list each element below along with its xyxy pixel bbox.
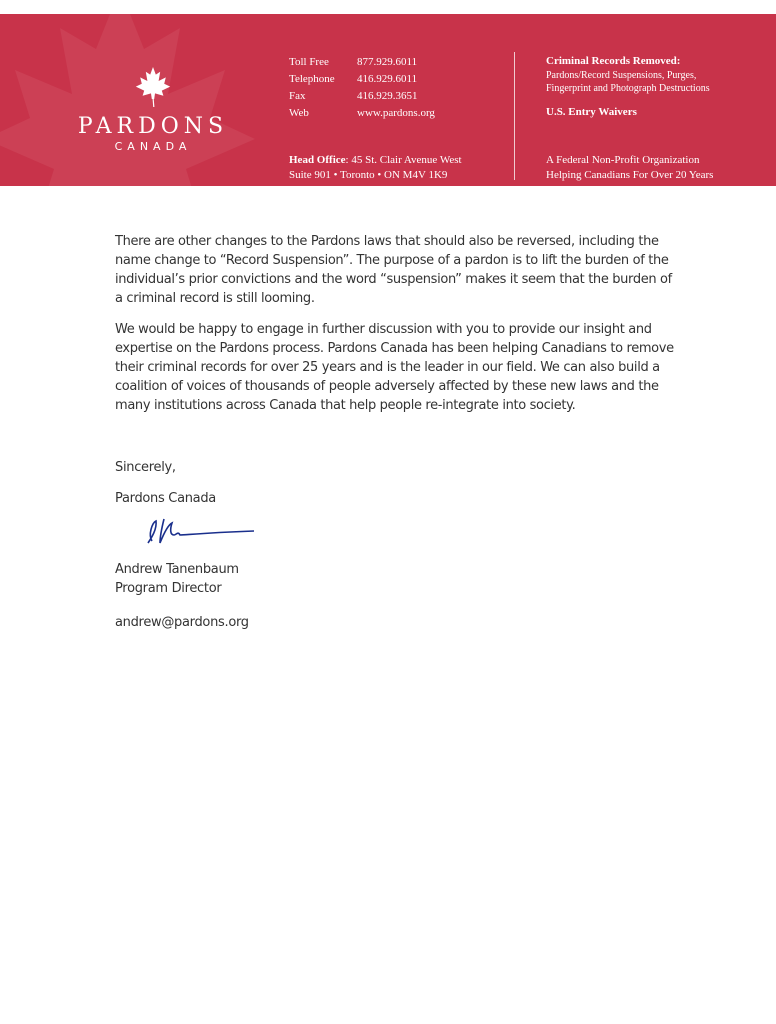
services-block <box>546 54 766 181</box>
services-heading: Criminal Records Removed: <box>546 55 681 67</box>
contact-value: www.pardons.org <box>357 107 435 119</box>
org-line: A Federal Non-Profit Organization <box>546 154 700 166</box>
contact-label: Web <box>289 107 309 119</box>
letter-body <box>115 232 675 415</box>
contact-value: 416.929.3651 <box>357 90 418 102</box>
services-line: Fingerprint and Photograph Destructions <box>546 83 710 94</box>
head-office-line1: : 45 St. Clair Avenue West <box>345 154 462 166</box>
contact-label: Fax <box>289 90 306 102</box>
letter-paragraph: There are other changes to the Pardons laws that should also be reversed, including the name change to “Record Suspension”. The purpose of a pardon is to lift the burden of the individual’s prior convictions and the word “suspension” makes it seem that the burden of a criminal record is still looming. <box>115 234 672 306</box>
contact-value: 416.929.6011 <box>357 73 418 85</box>
contact-block <box>289 54 509 122</box>
pardons-canada-logo <box>58 64 248 154</box>
head-office-address <box>289 153 462 183</box>
contact-label: Telephone <box>289 73 335 85</box>
waivers-heading: U.S. Entry Waivers <box>546 106 637 118</box>
contact-row <box>289 54 509 71</box>
signer-email: andrew@pardons.org <box>115 615 249 630</box>
contact-value: 877.929.6011 <box>357 56 418 68</box>
org-line: Helping Canadians For Over 20 Years <box>546 169 714 181</box>
brand-subtitle: CANADA <box>114 140 192 153</box>
services-line: Pardons/Record Suspensions, Purges, <box>546 70 697 81</box>
handwritten-signature <box>140 513 260 549</box>
maple-leaf-icon <box>133 64 173 110</box>
organization-tagline <box>546 153 713 183</box>
signer-title: Program Director <box>115 581 222 596</box>
letterhead <box>0 14 776 186</box>
letter-paragraph: We would be happy to engage in further discussion with you to provide our insight and expertise on the Pardons process. Pardons Canada has been helping Canadians to remove their criminal records for over 25 years and is the leader in our field. We can also build a coalition of voices of thousands of people adversely affected by these new laws and the many institutions across Canada that help people re-integrate into society. <box>115 322 674 413</box>
signer-name: Andrew Tanenbaum <box>115 562 239 577</box>
head-office-label: Head Office <box>289 154 346 166</box>
closing-organization: Pardons Canada <box>115 491 216 506</box>
contact-label: Toll Free <box>289 56 329 68</box>
contact-row <box>289 71 509 88</box>
contact-row <box>289 105 509 122</box>
brand-name: PARDONS <box>77 114 229 139</box>
head-office-line2: Suite 901 • Toronto • ON M4V 1K9 <box>289 169 448 181</box>
salutation: Sincerely, <box>115 460 176 475</box>
contact-row <box>289 88 509 105</box>
letterhead-divider <box>514 52 515 180</box>
